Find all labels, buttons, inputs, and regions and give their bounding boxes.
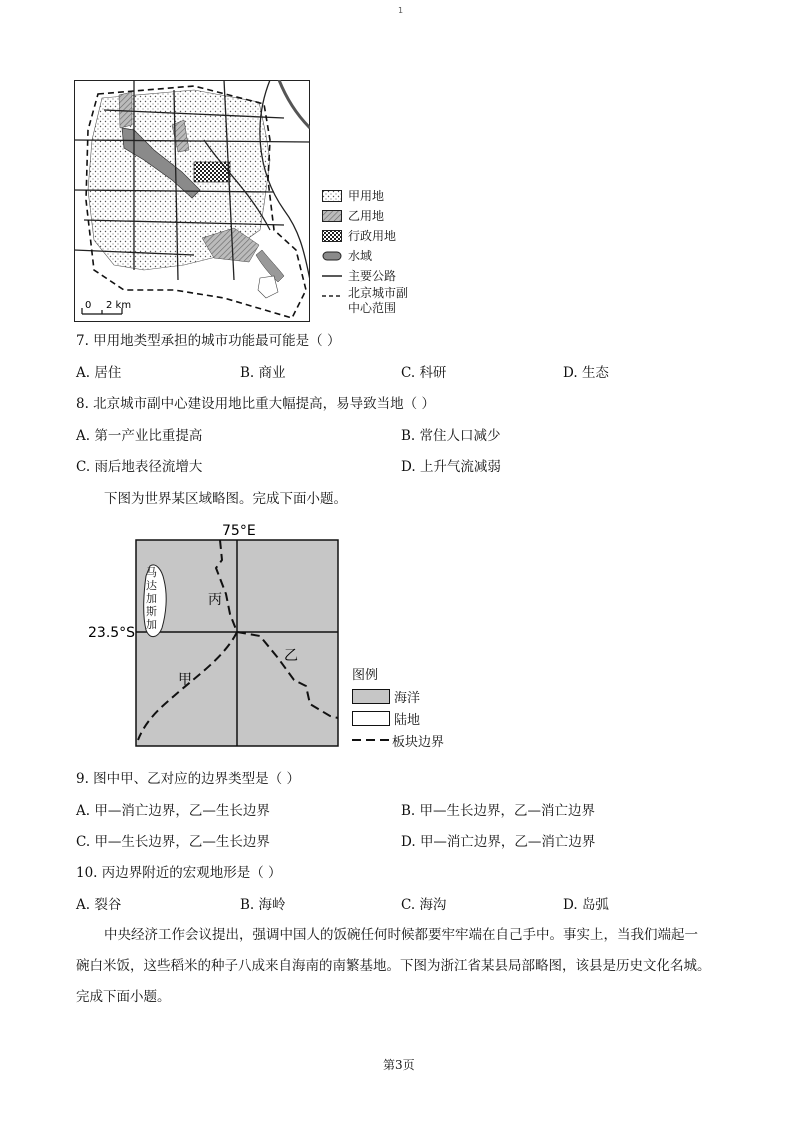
road-legend-icon xyxy=(322,270,342,282)
q10-option-b[interactable]: B. 海岭 xyxy=(240,897,286,913)
question-8-stem: 8. 北京城市副中心建设用地比重大幅提高，易导致当地（ ） xyxy=(76,396,435,412)
q7-option-c[interactable]: C. 科研 xyxy=(401,365,447,381)
madagascar-label: 马达加斯加 xyxy=(146,566,157,631)
legend-label-boundary-line1: 北京城市副 xyxy=(348,286,409,300)
boundary-label-bing: 丙 xyxy=(208,592,222,608)
legend-label-water: 水域 xyxy=(348,249,373,263)
checker-legend-icon xyxy=(322,230,342,242)
page-number: 第3页 xyxy=(383,1058,415,1072)
question-10-stem: 10. 丙边界附近的宏观地形是（ ） xyxy=(76,865,282,881)
map1-legend xyxy=(322,186,408,320)
passage-line-3: 完成下面小题。 xyxy=(76,989,171,1005)
q8-option-b[interactable]: B. 常住人口减少 xyxy=(401,428,501,444)
legend-label-road: 主要公路 xyxy=(348,269,397,283)
legend-label-land: 陆地 xyxy=(394,712,421,728)
map2-intro: 下图为世界某区域略图。完成下面小题。 xyxy=(104,491,347,507)
land-legend-swatch xyxy=(352,711,390,726)
q9-option-d[interactable]: D. 甲—消亡边界，乙—消亡边界 xyxy=(401,834,596,850)
q9-option-a[interactable]: A. 甲—消亡边界，乙—生长边界 xyxy=(76,803,270,819)
scale-zero-label: 0 xyxy=(85,300,92,311)
q10-option-a[interactable]: A. 裂谷 xyxy=(76,897,122,913)
dots-legend-icon xyxy=(322,190,342,202)
legend-label-jia: 甲用地 xyxy=(348,189,385,203)
hatch-legend-icon xyxy=(322,210,342,222)
header-mark: 1 xyxy=(398,6,404,15)
admin-land-area xyxy=(194,162,230,182)
q8-option-d[interactable]: D. 上升气流减弱 xyxy=(401,459,501,475)
q8-option-a[interactable]: A. 第一产业比重提高 xyxy=(76,428,203,444)
q9-option-c[interactable]: C. 甲—生长边界，乙—生长边界 xyxy=(76,834,270,850)
ocean-legend-swatch xyxy=(352,689,390,704)
q7-option-a[interactable]: A. 居住 xyxy=(76,365,122,381)
legend-label-admin: 行政用地 xyxy=(348,229,397,243)
legend-label-ocean: 海洋 xyxy=(394,690,421,706)
map2-legend-title: 图例 xyxy=(352,668,379,683)
q7-option-b[interactable]: B. 商业 xyxy=(240,365,286,381)
legend-label-boundary-line2: 中心范围 xyxy=(348,301,397,315)
q9-option-b[interactable]: B. 甲—生长边界，乙—消亡边界 xyxy=(401,803,596,819)
q8-option-c[interactable]: C. 雨后地表径流增大 xyxy=(76,459,203,475)
land-use-yi-area xyxy=(119,92,132,128)
water-legend-icon xyxy=(322,250,342,262)
legend-label-plate-boundary: 板块边界 xyxy=(392,734,445,750)
passage-line-2: 碗白米饭，这些稻米的种子八成来自海南的南繁基地。下图为浙江省某县局部略图，该县是历史文化名城。 xyxy=(76,958,711,974)
latitude-label: 23.5°S xyxy=(88,625,136,641)
q7-option-d[interactable]: D. 生态 xyxy=(563,365,609,381)
map2-legend xyxy=(352,667,444,751)
boundary-legend-icon xyxy=(322,290,342,302)
q10-option-c[interactable]: C. 海沟 xyxy=(401,897,447,913)
plate-boundary-legend-icon xyxy=(352,735,390,745)
scale-length-label: 2 km xyxy=(106,300,132,311)
question-7-stem: 7. 甲用地类型承担的城市功能最可能是（ ） xyxy=(76,333,341,349)
longitude-label: 75°E xyxy=(222,523,256,539)
q10-option-d[interactable]: D. 岛弧 xyxy=(563,897,609,913)
beijing-map xyxy=(74,80,310,322)
boundary-label-yi: 乙 xyxy=(284,648,298,664)
question-9-stem: 9. 图中甲、乙对应的边界类型是（ ） xyxy=(76,771,300,787)
legend-label-yi: 乙用地 xyxy=(348,209,385,223)
passage-line-1: 中央经济工作会议提出，强调中国人的饭碗任何时候都要牢牢端在自己手中。事实上，当我们端起一 xyxy=(104,927,698,943)
boundary-label-jia: 甲 xyxy=(178,672,192,688)
